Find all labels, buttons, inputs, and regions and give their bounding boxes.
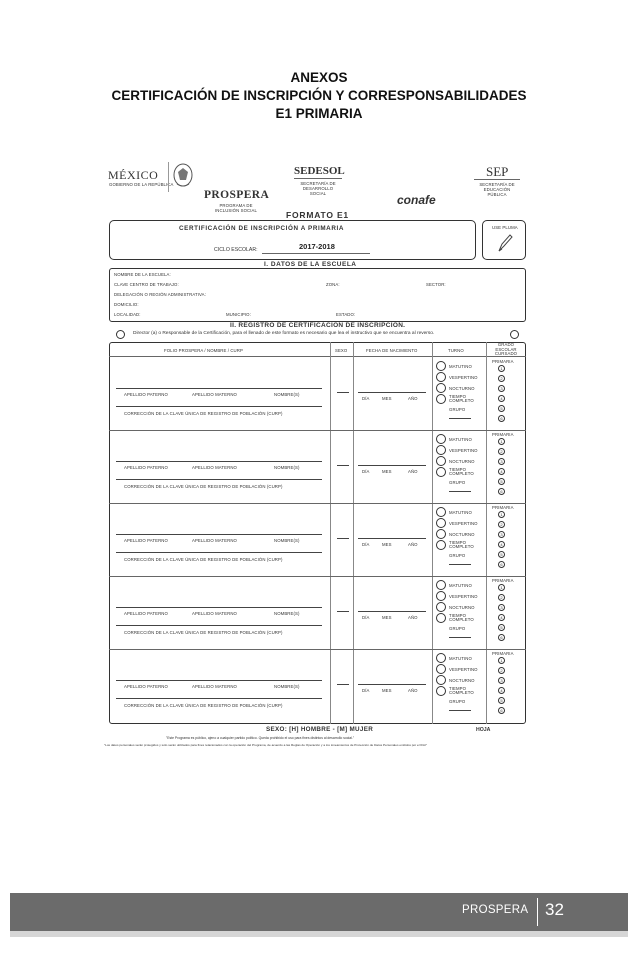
turno-matutino-label: MATUTINO [449,364,472,369]
annex-form-name: E1 PRIMARIA [275,106,363,121]
grade-5-option[interactable]: 5 [498,624,505,631]
instruction-text: Director (a) o Responsable de la Certificación, para el llenado de este formato es necesario que lea el instructivo que se encuentra al reverso. [133,331,435,336]
label-dia: DÍA [362,615,370,620]
label-dia: DÍA [362,688,370,693]
turno-matutino-label: MATUTINO [449,437,472,442]
turno-nocturno-label: NOCTURNO [449,532,475,537]
turno-matutino-option[interactable] [436,361,446,371]
form-e1-image [104,158,536,758]
school-sector-label: SECTOR: [426,282,446,287]
turno-nocturno-option[interactable] [436,529,446,539]
turno-matutino-option[interactable] [436,507,446,517]
grupo-input[interactable] [449,413,471,419]
turno-tiempo-option[interactable] [436,686,446,696]
grade-6-option[interactable]: 6 [498,488,505,495]
prospera-logo-text: PROSPERA [204,189,270,201]
grade-6-option[interactable]: 6 [498,561,505,568]
name-input-line[interactable] [116,383,322,389]
mexico-logo-sub: GOBIERNO DE LA REPÚBLICA [109,182,174,187]
section-1-title: I. DATOS DE LA ESCUELA [264,261,357,268]
curp-input-line[interactable] [116,401,322,407]
grade-3-option[interactable]: 3 [498,677,505,684]
label-curp: CORRECCIÓN DE LA CLAVE ÚNICA DE REGISTRO DE POBLACIÓN (CURP) [124,630,283,635]
annex-subtitle: CERTIFICACIÓN DE INSCRIPCIÓN Y CORRESPONSABILIDADES [111,88,527,103]
turno-matutino-label: MATUTINO [449,583,472,588]
school-municipality-label: MUNICIPIO: [226,312,251,317]
sexo-input[interactable] [337,533,349,539]
sexo-legend: SEXO: [H] HOMBRE - [M] MUJER [266,726,374,733]
label-curp: CORRECCIÓN DE LA CLAVE ÚNICA DE REGISTRO DE POBLACIÓN (CURP) [124,484,283,489]
footer-strip [10,931,628,937]
sep-logo-text: SEP [486,164,509,179]
label-mes: MES [382,542,392,547]
label-materno: APELLIDO MATERNO [192,465,237,470]
grade-4-option[interactable]: 4 [498,395,505,402]
grade-4-option[interactable]: 4 [498,541,505,548]
birthdate-input[interactable] [358,679,426,685]
sedesol-logo-sub: SECRETARÍA DE DESARROLLO SOCIAL [300,181,336,196]
grade-1-option[interactable]: 1 [498,657,505,664]
annex-title: ANEXOS [290,70,348,85]
grade-4-option[interactable]: 4 [498,468,505,475]
turno-vespertino-option[interactable] [436,518,446,528]
label-anio: AÑO [408,615,418,620]
sep-logo-sub: SECRETARÍA DE EDUCACIÓN PÚBLICA [479,182,515,197]
curp-input-line[interactable] [116,474,322,480]
label-curp: CORRECCIÓN DE LA CLAVE ÚNICA DE REGISTRO DE POBLACIÓN (CURP) [124,411,283,416]
school-region-label: DELEGACIÓN O REGIÓN ADMINISTRATIVA: [114,292,206,297]
label-paterno: APELLIDO PATERNO [124,611,168,616]
turno-nocturno-option[interactable] [436,602,446,612]
label-nombres: NOMBRE(S) [274,684,300,689]
school-state-label: ESTADO: [336,312,356,317]
turno-tiempo-label: TIEMPO COMPLETO [449,613,474,623]
turno-vespertino-label: VESPERTINO [449,375,478,380]
label-dia: DÍA [362,396,370,401]
grupo-label: GRUPO [449,553,466,558]
label-dia: DÍA [362,469,370,474]
legal-notice-2: "Los datos personales serán protegidos y sólo serán utilizados para fines relacionados con la operación del Programa, de acuerdo a las Reglas de Operación y a los Lineamientos de Protección de Datos Personales emitidos por el IFAI" [104,743,427,747]
birthdate-input[interactable] [358,460,426,466]
prospera-logo-sub: PROGRAMA DE INCLUSIÓN SOCIAL [215,203,257,213]
stop-sign-icon-right [510,330,519,339]
grupo-input[interactable] [449,486,471,492]
curp-input-line[interactable] [116,693,322,699]
curp-input-line[interactable] [116,620,322,626]
pen-icon [496,232,514,259]
label-materno: APELLIDO MATERNO [192,392,237,397]
label-nombres: NOMBRE(S) [274,465,300,470]
turno-tiempo-option[interactable] [436,394,446,404]
grade-2-option[interactable]: 2 [498,375,505,382]
label-curp: CORRECCIÓN DE LA CLAVE ÚNICA DE REGISTRO DE POBLACIÓN (CURP) [124,703,283,708]
grade-3-option[interactable]: 3 [498,385,505,392]
grupo-label: GRUPO [449,407,466,412]
turno-tiempo-option[interactable] [436,540,446,550]
label-mes: MES [382,469,392,474]
name-input-line[interactable] [116,602,322,608]
name-input-line[interactable] [116,675,322,681]
page-number: 32 [545,900,564,919]
name-input-line[interactable] [116,529,322,535]
grade-3-option[interactable]: 3 [498,604,505,611]
label-paterno: APELLIDO PATERNO [124,538,168,543]
label-paterno: APELLIDO PATERNO [124,465,168,470]
grade-3-option[interactable]: 3 [498,458,505,465]
turno-matutino-option[interactable] [436,653,446,663]
grupo-label: GRUPO [449,626,466,631]
grade-4-option[interactable]: 4 [498,687,505,694]
label-nombres: NOMBRE(S) [274,392,300,397]
turno-matutino-label: MATUTINO [449,656,472,661]
col-sexo-header: SEXO [335,348,348,353]
primaria-label: PRIMARIA [492,578,514,583]
grade-1-option[interactable]: 1 [498,365,505,372]
label-anio: AÑO [408,396,418,401]
label-materno: APELLIDO MATERNO [192,538,237,543]
grade-5-option[interactable]: 5 [498,697,505,704]
turno-tiempo-label: TIEMPO COMPLETO [449,686,474,696]
label-curp: CORRECCIÓN DE LA CLAVE ÚNICA DE REGISTRO DE POBLACIÓN (CURP) [124,557,283,562]
hoja-label: HOJA [476,727,491,733]
label-nombres: NOMBRE(S) [274,611,300,616]
grade-5-option[interactable]: 5 [498,551,505,558]
grade-6-option[interactable]: 6 [498,634,505,641]
grade-4-option[interactable]: 4 [498,614,505,621]
grade-1-option[interactable]: 1 [498,438,505,445]
primaria-label: PRIMARIA [492,505,514,510]
grade-5-option[interactable]: 5 [498,478,505,485]
turno-matutino-label: MATUTINO [449,510,472,515]
sexo-input[interactable] [337,606,349,612]
grade-3-option[interactable]: 3 [498,531,505,538]
grupo-input[interactable] [449,559,471,565]
turno-tiempo-option[interactable] [436,613,446,623]
label-mes: MES [382,615,392,620]
school-address-label: DOMICILIO: [114,302,139,307]
birthdate-input[interactable] [358,533,426,539]
pen-stamp-label: USE PLUMA [492,225,518,230]
turno-vespertino-label: VESPERTINO [449,667,478,672]
school-locality-label: LOCALIDAD: [114,312,141,317]
sexo-input[interactable] [337,460,349,466]
ciclo-value: 2017-2018 [299,242,335,251]
turno-nocturno-label: NOCTURNO [449,605,475,610]
birthdate-input[interactable] [358,387,426,393]
grade-2-option[interactable]: 2 [498,448,505,455]
col-folio-header: FOLIO PROSPERA / NOMBRE / CURP [164,348,243,353]
label-anio: AÑO [408,542,418,547]
grade-1-option[interactable]: 1 [498,511,505,518]
col-turno-header: TURNO [448,348,464,353]
ciclo-label: CICLO ESCOLAR: [214,247,258,253]
conafe-logo-text: conafe [397,193,436,207]
grade-2-option[interactable]: 2 [498,521,505,528]
footer-divider [537,898,538,926]
turno-vespertino-label: VESPERTINO [449,448,478,453]
turno-nocturno-option[interactable] [436,675,446,685]
turno-vespertino-label: VESPERTINO [449,521,478,526]
turno-matutino-option[interactable] [436,580,446,590]
sexo-input[interactable] [337,387,349,393]
label-mes: MES [382,396,392,401]
eagle-seal-icon [168,162,194,192]
curp-input-line[interactable] [116,547,322,553]
certificate-title: CERTIFICACIÓN DE INSCRIPCIÓN A PRIMARIA [179,225,344,232]
school-key-label: CLAVE CENTRO DE TRABAJO: [114,282,179,287]
school-name-label: NOMBRE DE LA ESCUELA: [114,272,171,277]
grade-5-option[interactable]: 5 [498,405,505,412]
turno-tiempo-label: TIEMPO COMPLETO [449,540,474,550]
turno-nocturno-option[interactable] [436,456,446,466]
grupo-input[interactable] [449,705,471,711]
label-paterno: APELLIDO PATERNO [124,392,168,397]
sexo-input[interactable] [337,679,349,685]
grade-6-option[interactable]: 6 [498,707,505,714]
turno-nocturno-label: NOCTURNO [449,678,475,683]
grade-1-option[interactable]: 1 [498,584,505,591]
turno-vespertino-label: VESPERTINO [449,594,478,599]
grupo-label: GRUPO [449,699,466,704]
label-materno: APELLIDO MATERNO [192,611,237,616]
turno-vespertino-option[interactable] [436,445,446,455]
label-anio: AÑO [408,688,418,693]
name-input-line[interactable] [116,456,322,462]
turno-nocturno-option[interactable] [436,383,446,393]
turno-matutino-option[interactable] [436,434,446,444]
grade-2-option[interactable]: 2 [498,594,505,601]
footer-brand: PROSPERA [462,904,529,916]
primaria-label: PRIMARIA [492,432,514,437]
label-anio: AÑO [408,469,418,474]
turno-vespertino-option[interactable] [436,664,446,674]
grade-2-option[interactable]: 2 [498,667,505,674]
stop-sign-icon [116,330,125,339]
primaria-label: PRIMARIA [492,651,514,656]
school-zone-label: ZONA: [326,282,340,287]
turno-tiempo-label: TIEMPO COMPLETO [449,394,474,404]
section-2-title: II. REGISTRO DE CERTIFICACIÓN DE INSCRIPCIÓN. [230,322,406,329]
turno-nocturno-label: NOCTURNO [449,386,475,391]
turno-tiempo-label: TIEMPO COMPLETO [449,467,474,477]
legal-notice-1: "Este Programa es público, ajeno a cualquier partido político. Queda prohibido el uso para fines distintos al desarrollo social." [166,736,355,740]
birthdate-input[interactable] [358,606,426,612]
primaria-label: PRIMARIA [492,359,514,364]
grade-6-option[interactable]: 6 [498,415,505,422]
footer-bar [10,893,628,931]
label-mes: MES [382,688,392,693]
label-materno: APELLIDO MATERNO [192,684,237,689]
col-grado-header: GRADO ESCOLAR CURSADO [494,342,518,357]
mexico-logo-text: MÉXICO [108,168,159,182]
turno-vespertino-option[interactable] [436,591,446,601]
col-fecha-header: FECHA DE NACIMIENTO [366,348,418,353]
turno-tiempo-option[interactable] [436,467,446,477]
label-nombres: NOMBRE(S) [274,538,300,543]
turno-vespertino-option[interactable] [436,372,446,382]
sedesol-logo-text: SEDESOL [294,165,345,177]
formato-label: FORMATO E1 [286,210,349,220]
label-paterno: APELLIDO PATERNO [124,684,168,689]
turno-nocturno-label: NOCTURNO [449,459,475,464]
grupo-input[interactable] [449,632,471,638]
grupo-label: GRUPO [449,480,466,485]
label-dia: DÍA [362,542,370,547]
